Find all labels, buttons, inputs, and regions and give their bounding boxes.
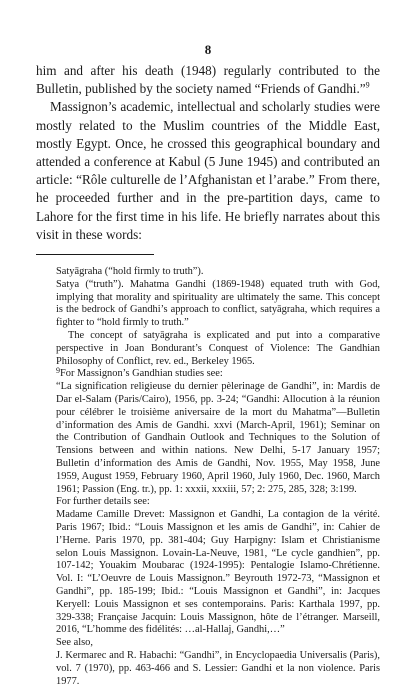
footnote-9-see-also-heading: See also, (56, 637, 93, 649)
footnote-9-see-also: J. Kermarec and R. Habachi: “Gandhi”, in Encyclopaedia Universalis (Paris), vol. 7 (1970), pp. 463-466 and S. Lessier: Gandhi et la non violence. Paris 1977. (56, 649, 380, 687)
footnote-separator (36, 254, 154, 255)
footnote-8-line-a: Satyāgraha (“hold firmly to truth”). (56, 266, 204, 277)
footnote-ref-9: 9 (365, 80, 370, 90)
footnote-9-intro-text: For Massignon’s Gandhian studies see: (60, 368, 223, 380)
paragraph-2: Massignon’s academic, intellectual and scholarly studies were mostly related to the Muslim countries of the Middle East, mostly Egypt. Once, he crossed this geographical boundary and attended a conference at Kabul (5 June 1945) and contributed an article: “Rôle culturelle de l’Afghanistan et l’arabe.” From there, he proceeded further and in the pre-partition days, came to Lahore for the first time in his life. He briefly narrates about this visit in these words: (36, 99, 380, 242)
footnote-9-number: 9 (56, 366, 60, 376)
footnote-9-further-details: Madame Camille Drevet: Massignon et Gandhi, La contagion de la vérité. Paris 1967; Ibid.: “Louis Massignon et les amis de Gandhi”, in: Cahier de l’Herne. Paris 1970, pp. 381-404; Guy Harpigny: Islam et Christianisme selon Louis Massignon. Lovain-La-Neuve, 1981, “Le cycle gandhien”, pp. 107-142; Youakim Moubarac (1924-1995): Pentalogie Islamo-Chrétienne. Vol. I: “L’Oeuvre de Louis Massignon.” Beyrouth 1972-73, “Massignon et Gandhi”, pp. 185-199; Ibid.: “Louis Massignon et Gandhi”, in: Jacques Keryell: Louis Massignon et ses contemporains. Paris: Karthala 1997, pp. 329-338; Française Jacquin: Louis Massignon, hôte de l’étranger. Marseill, 2016, “L’homme des fidélités: …al-Hallaj, Gandhi,…” (56, 509, 380, 636)
footnote-9-further-heading: For further details see: (56, 496, 150, 508)
paragraph-1-text: him and after his death (1948) regularly contributed to the Bulletin, published by the society named “Friends of Gandhi.” (36, 63, 380, 97)
main-text (36, 62, 380, 244)
footnotes (36, 266, 380, 688)
page-number: 8 (204, 42, 212, 57)
footnote-8-line-c: The concept of satyāgraha is explicated and put into a comparative perspective in Joan Bondurant’s Conquest of Violence: The Gandhian Philosophy of Conflict, rev. ed., Berkeley 1965. (56, 329, 380, 367)
footnote-8-line-b: Satya (“truth”). Mahatma Gandhi (1869-1948) equated truth with God, implying that morality and spirituality are ultimately the same. This concept is the bedrock of Gandhi’s approach to conflict, satyāgraha, which requires a fighter to “hold firmly to truth.” (56, 278, 380, 329)
paragraph-1 (36, 62, 380, 98)
footnote-9-intro (36, 368, 380, 381)
footnote-9-studies: “La signification religieuse du dernier pèlerinage de Gandhi”, in: Mardis de Dar el-Salam (Paris/Cairo), 1956, pp. 3-24; “Gandhi: Allocution à la réunion pour célébrer le troisième aniversaire de la mort du Mahatma”—Bulletin d’information des Amis de Gandhi. xxvi (March-April, 1961); Seminar on the Contribution of Gandhain Outlook and Techniques to the Solution of Tensions between and within nations. New Delhi, 5-17 January 1957; Bulletin d’information des Amis de Gandhi, Nov. 1955, May 1958, June 1959, August 1959, February 1960, April 1960, July 1960, Dec. 1960, March 1961; Passion (Eng. tr.), pp. 1: xxxii, xxxiii, 57; 2: 275, 285, 328; 3:199. (56, 381, 380, 495)
